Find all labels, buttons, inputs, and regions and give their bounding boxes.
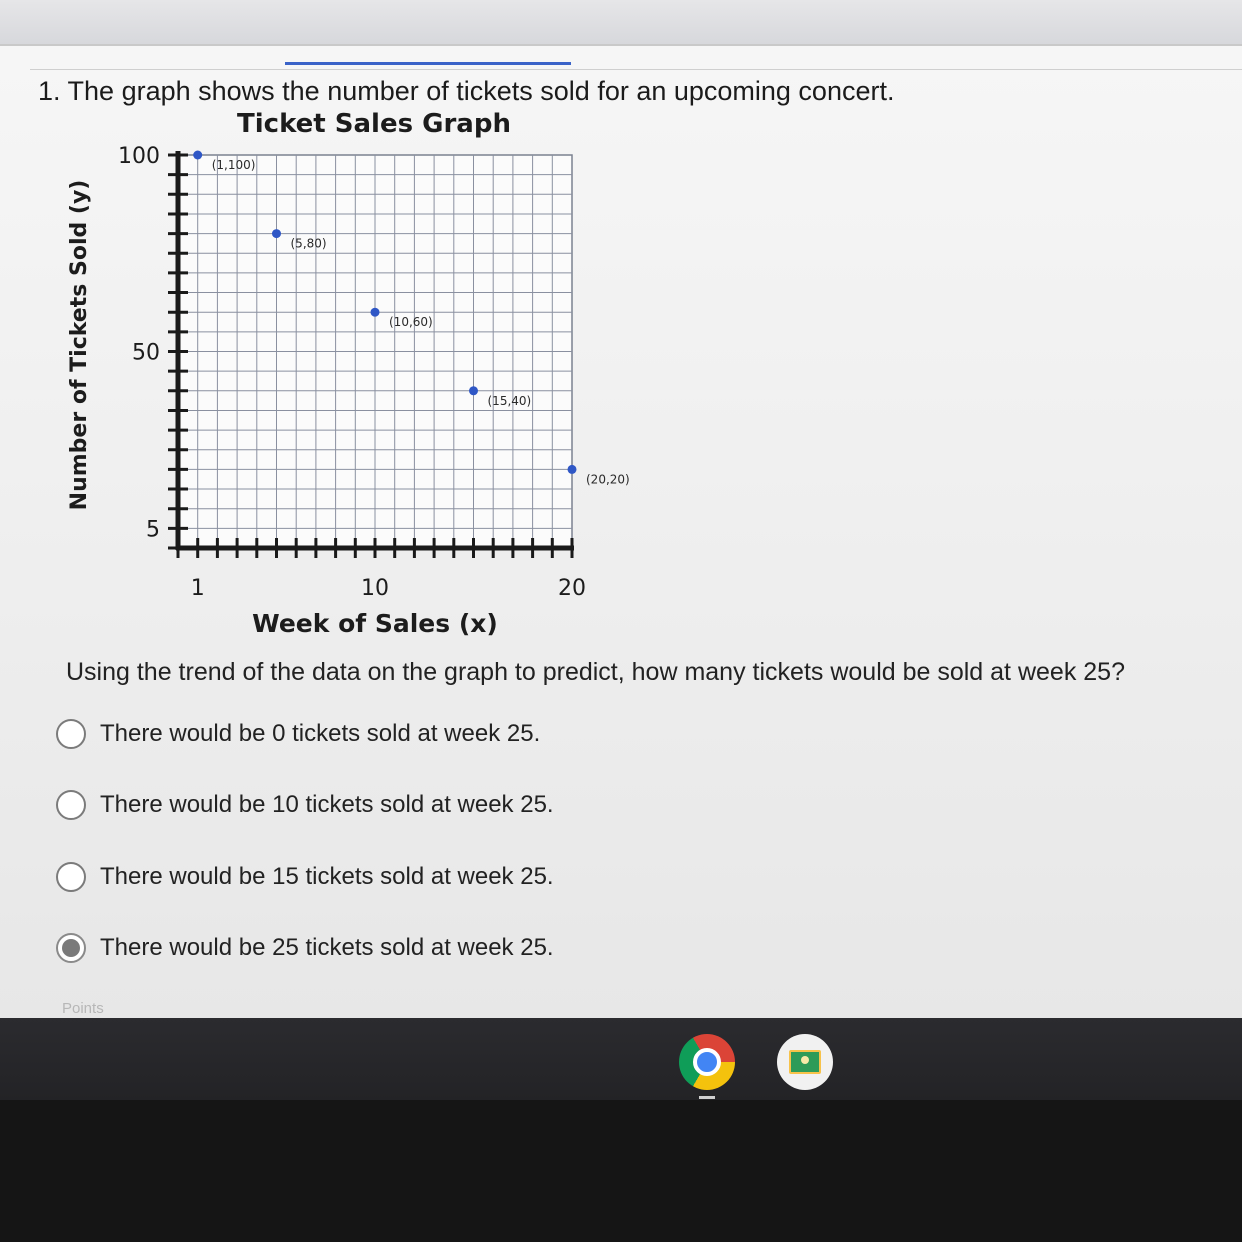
- option-label: There would be 15 tickets sold at week 25.: [100, 863, 554, 890]
- data-point: [193, 151, 202, 160]
- y-tick-label: 5: [146, 517, 160, 543]
- x-tick-label: 20: [558, 576, 586, 601]
- radio-button[interactable]: [56, 719, 86, 749]
- points-label: Points: [62, 1000, 104, 1017]
- option-label: There would be 10 tickets sold at week 25.: [100, 791, 554, 818]
- radio-button[interactable]: [56, 862, 86, 892]
- device-bezel: [0, 1100, 1242, 1242]
- chrome-icon[interactable]: [679, 1034, 735, 1090]
- y-tick-label: 100: [118, 144, 160, 169]
- radio-button[interactable]: [56, 790, 86, 820]
- y-tick-label: 50: [132, 340, 160, 366]
- chart-grid: [178, 155, 572, 548]
- prediction-prompt: Using the trend of the data on the graph to predict, how many tickets would be sold at week 25?: [66, 658, 1125, 686]
- radio-button[interactable]: [56, 933, 86, 963]
- data-point-label: (10,60): [389, 315, 433, 330]
- running-app-indicator: [699, 1096, 715, 1099]
- google-classroom-icon[interactable]: [777, 1034, 833, 1090]
- x-axis-label: Week of Sales (x): [252, 609, 498, 638]
- data-point-label: (1,100): [211, 158, 256, 172]
- data-point: [568, 465, 577, 474]
- option-10-tickets[interactable]: [56, 785, 554, 825]
- os-shelf: [0, 1018, 1242, 1100]
- option-0-tickets[interactable]: [56, 714, 540, 754]
- data-point-label: (15,40): [487, 393, 532, 408]
- chart-title: Ticket Sales Graph: [237, 109, 511, 139]
- option-label: There would be 0 tickets sold at week 25.: [100, 720, 541, 747]
- data-point: [371, 308, 380, 317]
- question-body: The graph shows the number of tickets sold for an upcoming concert.: [67, 76, 895, 106]
- data-point: [272, 229, 281, 238]
- data-point-label: (5,80): [290, 236, 327, 251]
- option-15-tickets[interactable]: [56, 857, 554, 897]
- x-tick-label: 10: [361, 576, 389, 601]
- y-axis-label: Number of Tickets Sold (y): [67, 179, 92, 511]
- option-25-tickets[interactable]: [56, 928, 554, 968]
- question-number: 1.: [38, 76, 61, 106]
- option-label: There would be 25 tickets sold at week 25.: [100, 934, 554, 961]
- x-tick-label: 1: [190, 576, 205, 601]
- data-point: [469, 386, 478, 395]
- data-point-label: (20,20): [586, 472, 630, 487]
